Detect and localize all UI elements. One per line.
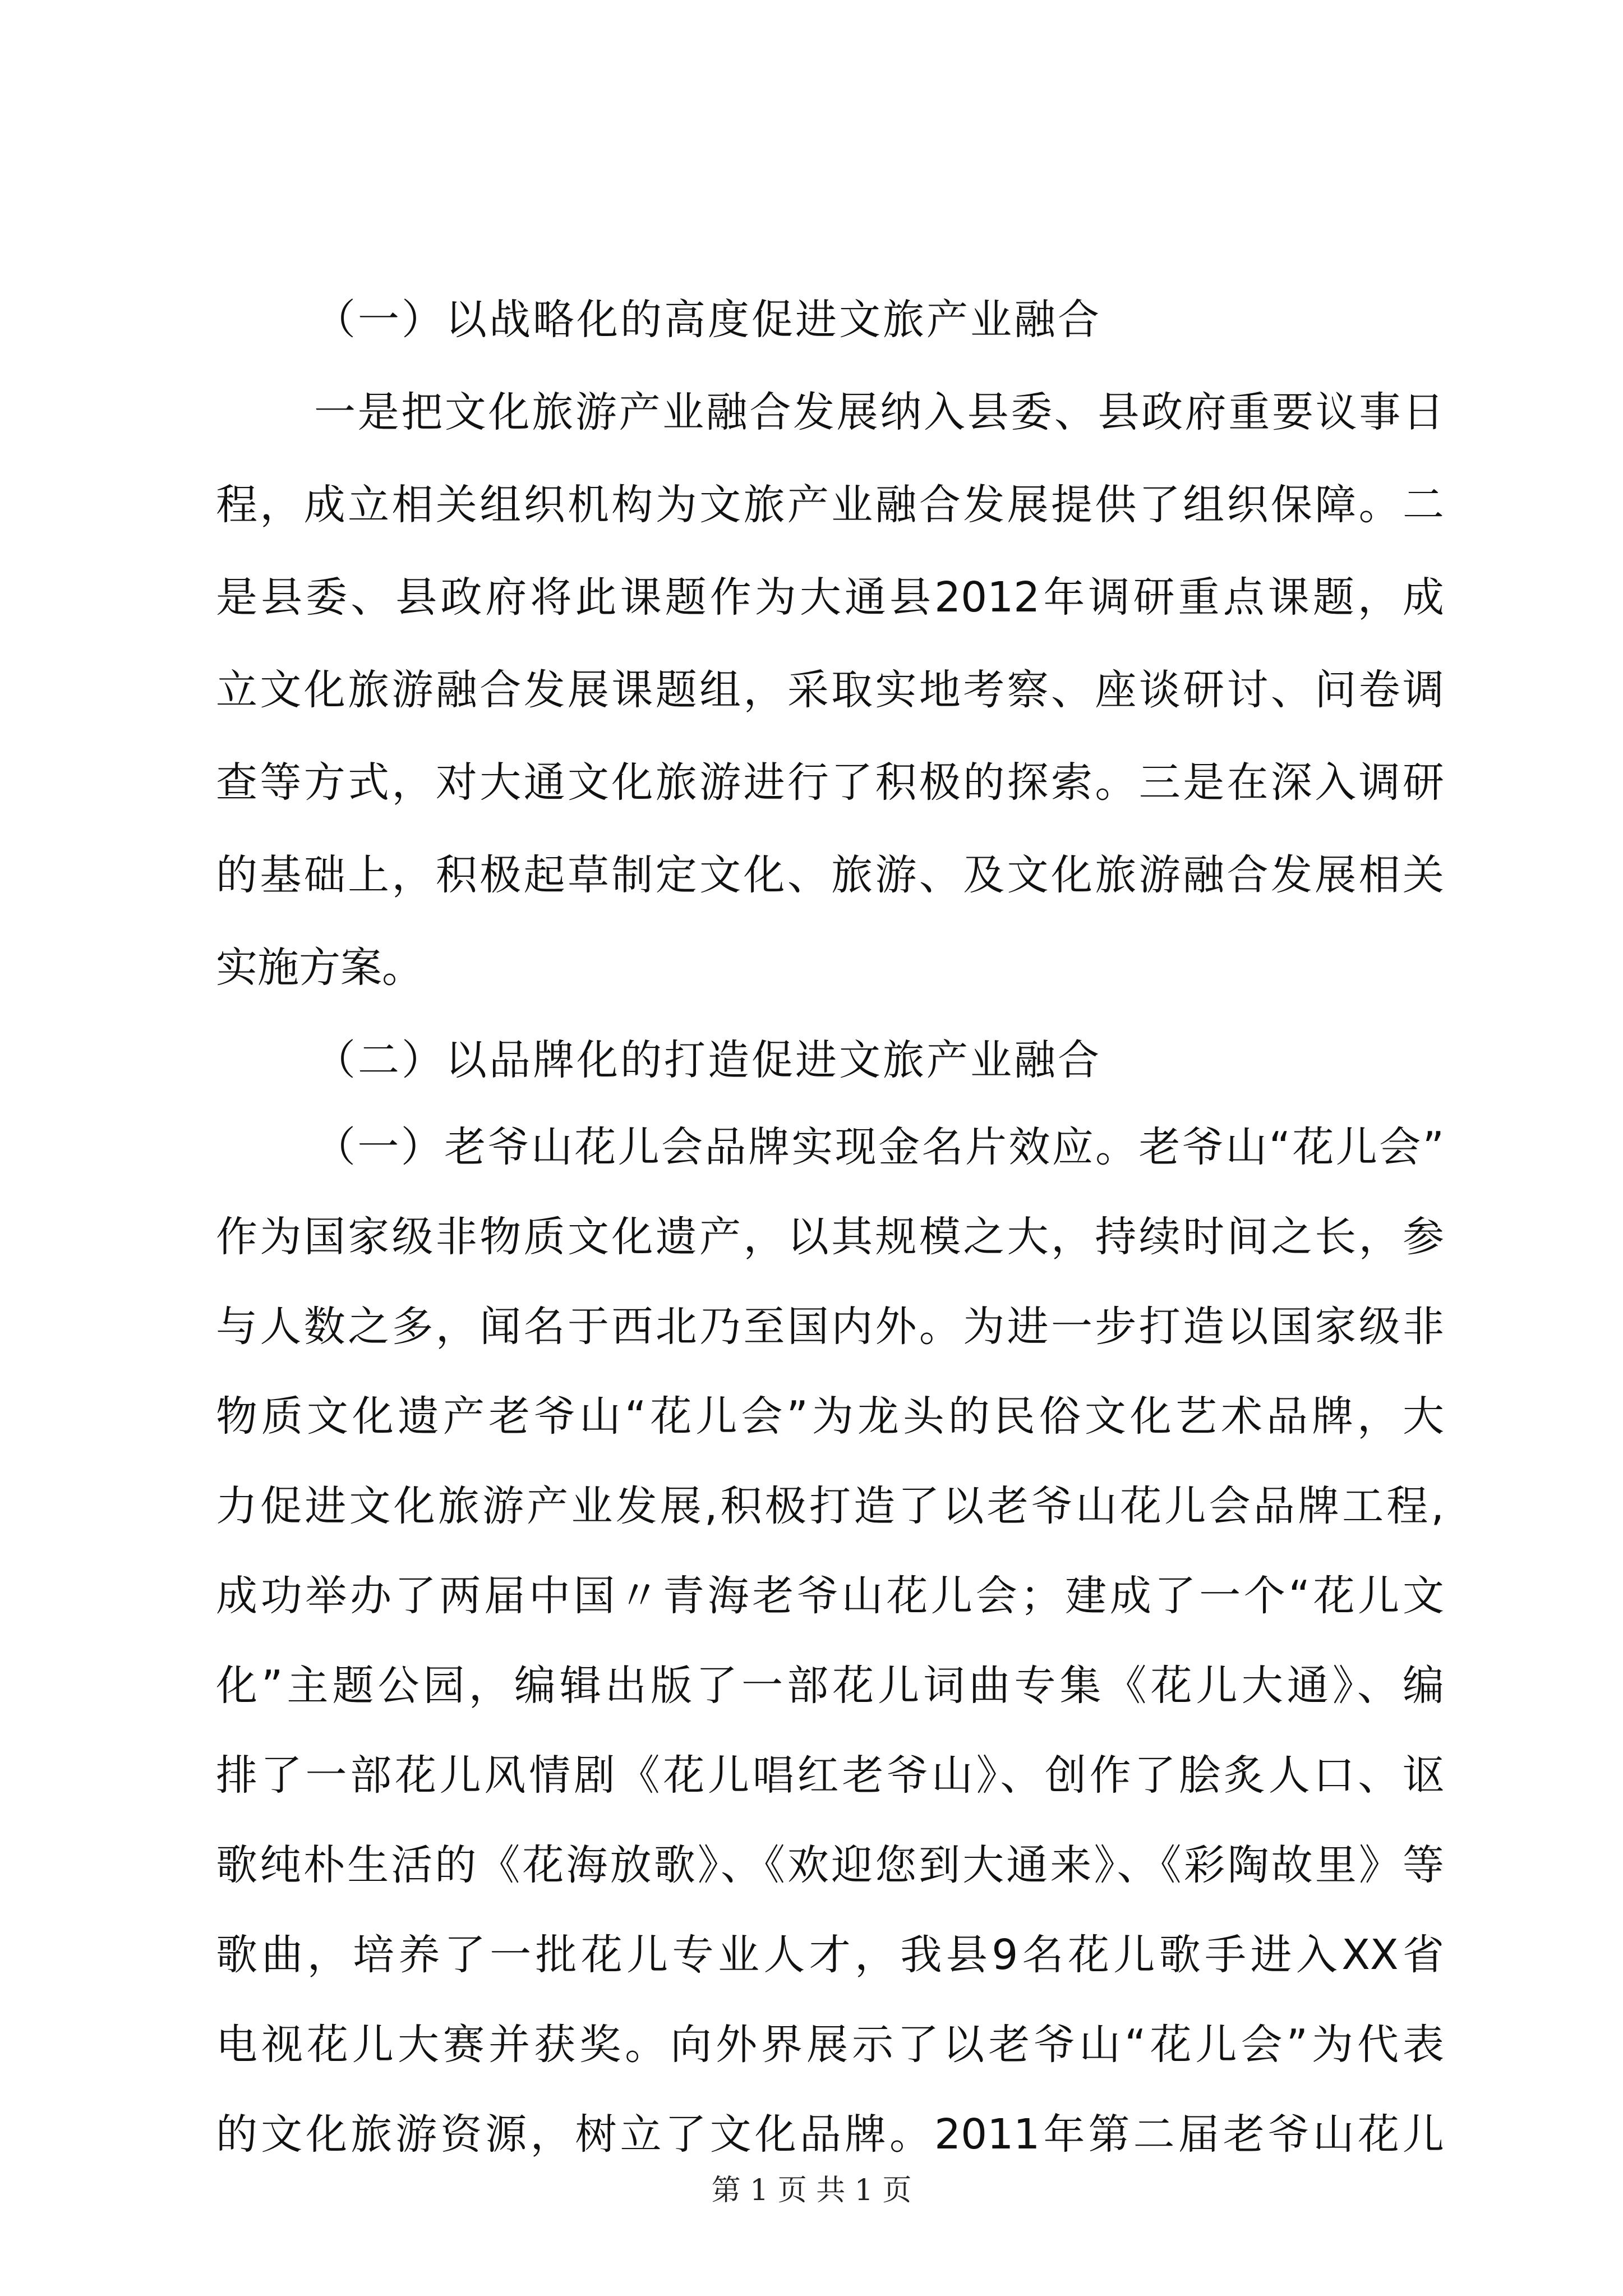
- section-heading-2: （二）以品牌化的打造促进文旅产业融合: [314, 1036, 1101, 1084]
- paragraph-line: （一）老爷山花儿会品牌实现金名片效应。老爷山“花儿会”: [314, 1123, 1444, 1171]
- paragraph-line: 是县委、县政府将此课题作为大通县2012年调研重点课题，成: [216, 573, 1444, 622]
- paragraph-line: 作为国家级非物质文化遗产，以其规模之大，持续时间之长，参: [216, 1213, 1444, 1261]
- paragraph-line: 程，成立相关组织机构为文旅产业融合发展提供了组织保障。二: [216, 481, 1444, 529]
- paragraph-line: 力促进文化旅游产业发展,积极打造了以老爷山花儿会品牌工程,: [216, 1482, 1444, 1530]
- paragraph-line: 化”主题公园，编辑出版了一部花儿词曲专集《花儿大通》、编: [216, 1662, 1444, 1710]
- page-number-footer: 第 1 页 共 1 页: [711, 2174, 912, 2207]
- paragraph-line: 查等方式，对大通文化旅游进行了积极的探索。三是在深入调研: [216, 758, 1444, 807]
- paragraph-line: 歌纯朴生活的《花海放歌》、《欢迎您到大通来》、《彩陶故里》等: [216, 1841, 1444, 1889]
- section-heading-1: （一）以战略化的高度促进文旅产业融合: [314, 296, 1101, 344]
- paragraph-line: 成功举办了两届中国〃青海老爷山花儿会；建成了一个“花儿文: [216, 1572, 1444, 1620]
- paragraph-line: 排了一部花儿风情剧《花儿唱红老爷山》、创作了脍炙人口、讴: [216, 1751, 1444, 1800]
- paragraph-line: 电视花儿大赛并获奖。向外界展示了以老爷山“花儿会”为代表: [216, 2021, 1444, 2069]
- paragraph-line: 实施方案。: [216, 944, 423, 992]
- paragraph-line: 物质文化遗产老爷山“花儿会”为龙头的民俗文化艺术品牌，大: [216, 1392, 1444, 1441]
- paragraph-line: 的基础上，积极起草制定文化、旅游、及文化旅游融合发展相关: [216, 851, 1444, 899]
- paragraph-line: 与人数之多，闻名于西北乃至国内外。为进一步打造以国家级非: [216, 1303, 1444, 1351]
- paragraph-line: 歌曲，培养了一批花儿专业人才，我县9名花儿歌手进入XX省: [216, 1931, 1444, 1979]
- paragraph-line: 立文化旅游融合发展课题组，采取实地考察、座谈研讨、问卷调: [216, 666, 1444, 714]
- paragraph-line: 一是把文化旅游产业融合发展纳入县委、县政府重要议事日: [314, 388, 1444, 436]
- paragraph-line: 的文化旅游资源，树立了文化品牌。2011年第二届老爷山花儿: [216, 2110, 1444, 2159]
